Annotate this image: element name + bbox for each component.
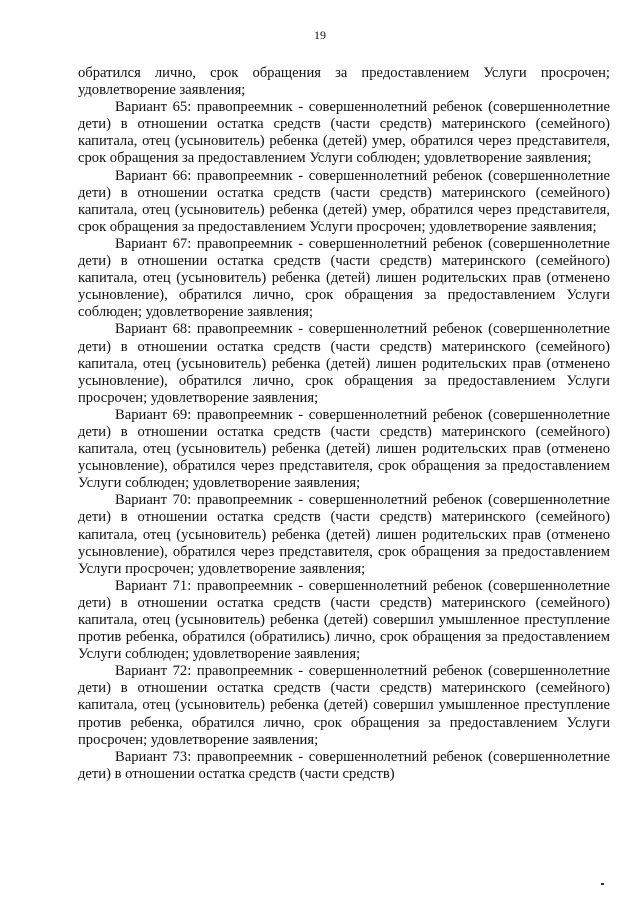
paragraph-variant-73: Вариант 73: правопреемник - совершеннолетний ребенок (совершеннолетние дети) в отношении остатка средств (части средств) [78,748,610,782]
paragraph-variant-66: Вариант 66: правопреемник - совершеннолетний ребенок (совершеннолетние дети) в отношении остатка средств (части средств) материнского (семейного) капитала, отец (усыновитель) ребенка (детей) умер, обратился через представителя, срок обращения за предоставлением Услуги просрочен; удовлетворение заявления; [78,167,610,235]
document-body [78,65,610,783]
paragraph-variant-69: Вариант 69: правопреемник - совершеннолетний ребенок (совершеннолетние дети) в отношении остатка средств (части средств) материнского (семейного) капитала, отец (усыновитель) ребенка (детей) лишен родительских прав (отменено усыновление), обратился через представителя, срок обращения за предоставлением Услуги соблюден; удовлетворение заявления; [78,406,610,492]
scan-mark [601,883,604,885]
paragraph-variant-65: Вариант 65: правопреемник - совершеннолетний ребенок (совершеннолетние дети) в отношении остатка средств (части средств) материнского (семейного) капитала, отец (усыновитель) ребенка (детей) умер, обратился через представителя, срок обращения за предоставлением Услуги соблюден; удовлетворение заявления; [78,99,610,167]
paragraph-continuation: обратился лично, срок обращения за предоставлением Услуги просрочен; удовлетворение заявления; [78,65,610,99]
paragraph-variant-70: Вариант 70: правопреемник - совершеннолетний ребенок (совершеннолетние дети) в отношении остатка средств (части средств) материнского (семейного) капитала, отец (усыновитель) ребенка (детей) лишен родительских прав (отменено усыновление), обратился через представителя, срок обращения за предоставлением Услуги просрочен; удовлетворение заявления; [78,492,610,577]
paragraph-variant-67: Вариант 67: правопреемник - совершеннолетний ребенок (совершеннолетние дети) в отношении остатка средств (части средств) материнского (семейного) капитала, отец (усыновитель) ребенка (детей) лишен родительских прав (отменено усыновление), обратился лично, срок обращения за предоставлением Услуги соблюден; удовлетворение заявления; [78,235,610,321]
paragraph-variant-71: Вариант 71: правопреемник - совершеннолетний ребенок (совершеннолетние дети) в отношении остатка средств (части средств) материнского (семейного) капитала, отец (усыновитель) ребенка (детей) совершил умышленное преступление против ребенка, обратился (обратились) лично, срок обращения за предоставлением Услуги соблюден; удовлетворение заявления; [78,577,610,663]
page-number: 19 [314,28,326,42]
paragraph-variant-72: Вариант 72: правопреемник - совершеннолетний ребенок (совершеннолетние дети) в отношении остатка средств (части средств) материнского (семейного) капитала, отец (усыновитель) ребенка (детей) совершил умышленное преступление против ребенка, обратился лично, срок обращения за предоставлением Услуги просрочен; удовлетворение заявления; [78,663,610,748]
paragraph-variant-68: Вариант 68: правопреемник - совершеннолетний ребенок (совершеннолетние дети) в отношении остатка средств (части средств) материнского (семейного) капитала, отец (усыновитель) ребенка (детей) лишен родительских прав (отменено усыновление), обратился лично, срок обращения за предоставлением Услуги просрочен; удовлетворение заявления; [78,321,610,406]
